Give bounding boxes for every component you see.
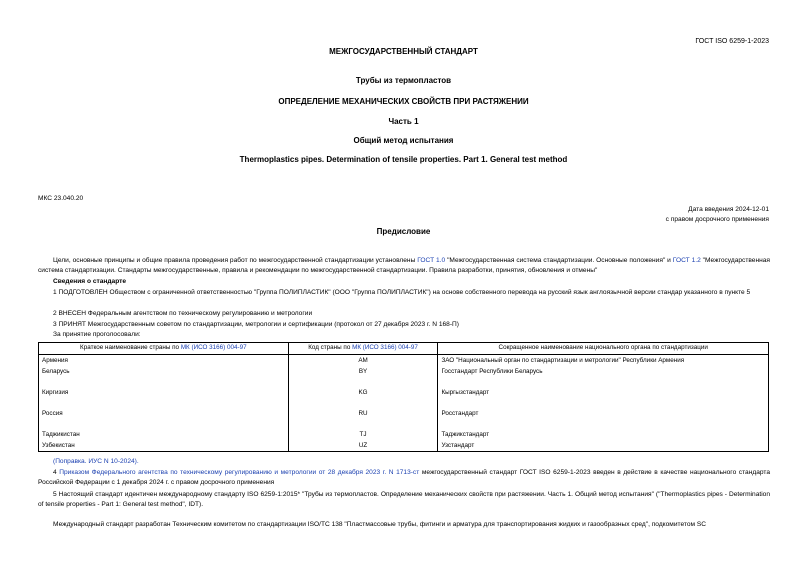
introduction-date-note: с правом досрочного применения [665, 216, 769, 223]
country-name: Киргизия [39, 387, 289, 408]
table-row [39, 440, 769, 452]
country-name: Армения [39, 355, 289, 367]
preface-item-2: 2 ВНЕСЕН Федеральным агентством по техническому регулированию и метрологии [53, 310, 313, 317]
table-row [39, 387, 769, 408]
country-code: KG [288, 387, 438, 408]
national-body: ЗАО "Национальный орган по стандартизации и метрологии" Республики Армения [438, 355, 769, 367]
national-body: Госстандарт Республики Беларусь [438, 366, 769, 387]
country-name: Таджикистан [39, 429, 289, 440]
preface-item-3: 3 ПРИНЯТ Межгосударственным советом по стандартизации, метрологии и сертификации (протокол от 27 декабря 2023 г. N 168-П) [53, 321, 459, 328]
country-code: TJ [288, 429, 438, 440]
country-code: RU [288, 408, 438, 429]
table-row [39, 355, 769, 367]
national-body: Узстандарт [438, 440, 769, 452]
table-row [39, 408, 769, 429]
preface-heading: Предисловие [376, 227, 431, 236]
national-body: Росстандарт [438, 408, 769, 429]
country-name: Узбекистан [39, 440, 289, 452]
method-title: ОПРЕДЕЛЕНИЕ МЕХАНИЧЕСКИХ СВОЙСТВ ПРИ РАСТЯЖЕНИИ [278, 97, 529, 106]
voted-label: За принятие проголосовали: [53, 331, 141, 338]
standard-type-heading: МЕЖГОСУДАРСТВЕННЫЙ СТАНДАРТ [329, 47, 478, 56]
part-title: Часть 1 [388, 117, 419, 126]
amendment-line [38, 457, 770, 467]
preface-item-5: 5 Настоящий стандарт идентичен международному стандарту ISO 6259-1:2015* "Трубы из термопластов. Определение механических свойств при растяжении. Часть 1. Общий метод испытания" ("Thermoplastics pipes - Determination of tensile properties - Part 1: General test method", IDT). [38, 491, 770, 508]
introduction-date: Дата введения 2024-12-01 [688, 206, 769, 213]
table-row [39, 366, 769, 387]
preface-paragraph: Цели, основные принципы и общие правила проведения работ по межгосударственной стандартизации установлены ГОСТ 1.0 "Межгосударственная система стандартизации. Основные положения" и ГОСТ 1.2 "Межгосударственная система стандартизации. Стандарты межгосударственные, правила и рекомендации по межгосударственной стандартизации. Правила разработки, принятия, обновления и отмены" [38, 257, 770, 274]
mk-iso-3166-link[interactable]: МК (ИСО 3166) 004-97 [352, 344, 418, 351]
header-country-code: Код страны по МК (ИСО 3166) 004-97 [288, 343, 438, 355]
country-code: UZ [288, 440, 438, 452]
country-code: AM [288, 355, 438, 367]
general-method-title: Общий метод испытания [353, 136, 454, 145]
header-national-body: Сокращенное наименование национального органа по стандартизации [438, 343, 769, 355]
table-row [39, 429, 769, 440]
gost-1-2-link[interactable]: ГОСТ 1.2 [672, 257, 701, 264]
voting-table [38, 342, 769, 452]
subject-title: Трубы из термопластов [355, 76, 452, 85]
english-title: Thermoplastics pipes. Determination of tensile properties. Part 1. General test method [239, 155, 568, 164]
country-name: Россия [39, 408, 289, 429]
table-header-row [39, 343, 769, 355]
preface-item-1: 1 ПОДГОТОВЛЕН Обществом с ограниченной ответственностью "Группа ПОЛИПЛАСТИК" (ООО "Группа ПОЛИПЛАСТИК") на основе собственного перевода на русский язык англоязычной версии стандар указанного в пункте 5 [53, 289, 751, 296]
amendment-link[interactable]: (Поправка. ИУС N 10-2024). [53, 458, 139, 465]
national-body: Таджикстандарт [438, 429, 769, 440]
preface-item-4: 4 Приказом Федерального агентства по техническому регулированию и метрологии от 28 декабря 2023 г. N 1713-ст межгосударственный стандарт ГОСТ ISO 6259-1-2023 введен в действие в качестве национального стандарта Российской Федерации с 1 декабря 2024 г. с правом досрочного применения [38, 469, 771, 486]
gost-1-0-link[interactable]: ГОСТ 1.0 [417, 257, 446, 264]
document-code: ГОСТ ISO 6259-1-2023 [695, 38, 769, 45]
rosstandart-order-link[interactable]: Приказом Федерального агентства по техническому регулированию и метрологии от 28 декабря 2023 г. N 1713-ст [59, 469, 420, 476]
international-standard-note: Международный стандарт разработан Техническим комитетом по стандартизации ISO/TC 138 "Пластмассовые трубы, фитинги и арматура для транспортирования жидких и газообразных сред", подкомитетом SC [53, 521, 707, 528]
country-name: Беларусь [39, 366, 289, 387]
header-country-name: Краткое наименование страны по МК (ИСО 3166) 004-97 [39, 343, 289, 355]
national-body: Кыргызстандарт [438, 387, 769, 408]
mks-code: МКС 23.040.20 [38, 195, 84, 202]
standard-info-heading: Сведения о стандарте [53, 278, 127, 285]
country-code: BY [288, 366, 438, 387]
mk-iso-3166-link[interactable]: МК (ИСО 3166) 004-97 [180, 344, 247, 351]
